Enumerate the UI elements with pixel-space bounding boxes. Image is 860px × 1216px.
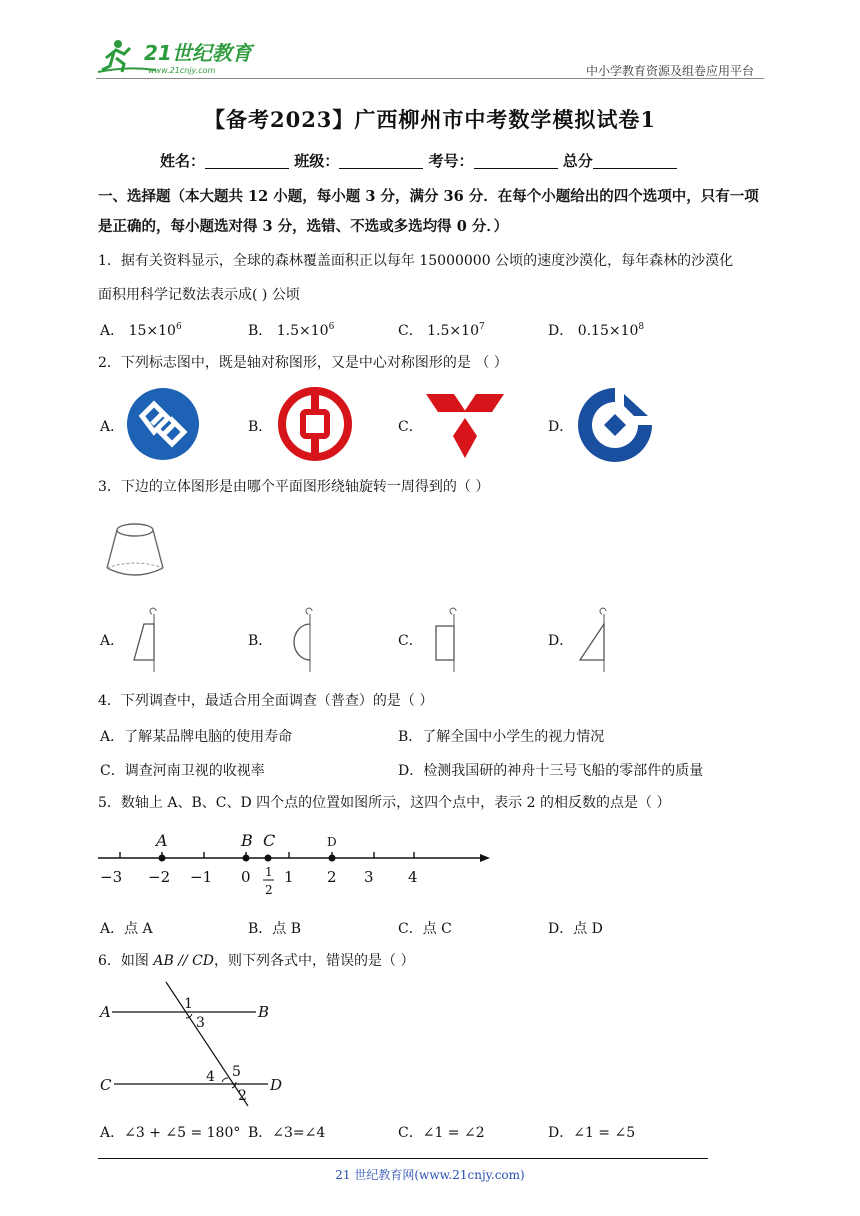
q5-option-c[interactable]: C．点 C [398, 921, 452, 937]
q4-option-d[interactable]: D．检测我国研的神舟十三号飞船的零部件的质量 [398, 763, 704, 779]
number-line-figure [96, 826, 496, 912]
q4-option-a[interactable]: A．了解某品牌电脑的使用寿命 [100, 729, 293, 745]
svg-text:1: 1 [184, 996, 193, 1012]
q4-option-c[interactable]: C．调查河南卫视的收视率 [100, 763, 265, 779]
q4-option-b[interactable]: B．了解全国中小学生的视力情况 [398, 729, 605, 745]
bank-of-china-logo-icon [276, 386, 354, 466]
svg-text:2: 2 [265, 883, 273, 897]
mitsubishi-logo-icon [426, 392, 504, 464]
total-field[interactable] [593, 153, 677, 169]
svg-text:B: B [258, 1003, 270, 1021]
frustum-solid-figure [104, 520, 166, 584]
svg-text:C: C [100, 1076, 112, 1094]
svg-text:1: 1 [284, 868, 294, 886]
q2-label-a[interactable]: A． [100, 419, 125, 435]
svg-text:−1: −1 [190, 868, 213, 886]
q3-label-c[interactable]: C． [398, 633, 423, 649]
svg-text:www.21cnjy.com: www.21cnjy.com [148, 66, 216, 75]
svg-text:B: B [241, 831, 253, 850]
q1-option-d[interactable]: D． $0.15\times 10^8$ [548, 322, 645, 339]
q1-option-a[interactable]: A． $15\times 10^6$ [100, 322, 182, 339]
q6-option-b[interactable]: B．∠3=∠4 [248, 1125, 326, 1141]
name-label: 姓名： [160, 152, 206, 170]
q3-option-a-figure [130, 604, 166, 678]
svg-text:21世纪教育: 21世纪教育 [144, 41, 252, 65]
svg-text:5: 5 [232, 1064, 241, 1080]
q5-option-d[interactable]: D．点 D [548, 921, 603, 937]
total-label: 总分 [562, 152, 593, 170]
site-logo [96, 36, 266, 78]
svg-text:2: 2 [238, 1088, 247, 1104]
svg-text:−2: −2 [148, 868, 171, 886]
footer-divider [98, 1158, 708, 1159]
q4-stem: 4．下列调查中，最适合用全面调查（普查）的是（ ） [98, 693, 434, 709]
parallel-lines-figure [96, 980, 296, 1114]
svg-text:C: C [263, 831, 276, 850]
china-mobile-logo-icon [124, 386, 202, 466]
q1-option-c[interactable]: C． $1.5\times 10^7$ [398, 322, 485, 339]
q5-option-b[interactable]: B．点 B [248, 921, 302, 937]
header-platform-text: 中小学教育资源及组卷应用平台 [585, 64, 754, 78]
svg-text:2: 2 [327, 868, 337, 886]
section-heading: 一、选择题（本大题共 12 小题，每小题 3 分，满分 36 分．在每个小题给出的四个选项中，只有一项是正确的，每小题选对得 3 分，选错、不选或多选均得 0 分．） [98, 188, 759, 235]
svg-text:−3: −3 [100, 868, 123, 886]
footer-text[interactable]: 21 世纪教育网(www.21cnjy.com) [335, 1168, 525, 1182]
q3-option-d-figure [576, 604, 616, 678]
number-label: 考号： [428, 152, 474, 170]
student-info [160, 150, 677, 171]
q2-label-c[interactable]: C． [398, 419, 423, 435]
svg-text:A: A [100, 1003, 111, 1021]
q5-option-a[interactable]: A．点 A [100, 921, 153, 937]
svg-text:D: D [270, 1076, 283, 1094]
header-divider [96, 78, 764, 79]
q6-option-a[interactable]: A．∠3 + ∠5 = 180° [100, 1125, 241, 1141]
svg-text:D: D [327, 835, 337, 849]
svg-text:0: 0 [241, 868, 251, 886]
q3-label-a[interactable]: A． [100, 633, 125, 649]
page-title: 【备考2023】广西柳州市中考数学模拟试卷1 [203, 107, 657, 132]
number-field[interactable] [474, 153, 558, 169]
svg-text:3: 3 [364, 868, 374, 886]
name-field[interactable] [205, 153, 289, 169]
q3-option-c-figure [430, 604, 466, 678]
class-label: 班级： [294, 152, 340, 170]
q6-option-c[interactable]: C．∠1 = ∠2 [398, 1125, 485, 1141]
svg-text:4: 4 [206, 1069, 215, 1085]
q2-label-b[interactable]: B． [248, 419, 273, 435]
q3-stem: 3．下边的立体图形是由哪个平面图形绕轴旋转一周得到的（ ） [98, 479, 490, 495]
q2-stem: 2．下列标志图中，既是轴对称图形，又是中心对称图形的是 （ ） [98, 355, 508, 371]
q2-label-d[interactable]: D． [548, 419, 574, 435]
q1-stem-line2: 面积用科学记数法表示成( ) 公顷 [98, 287, 300, 303]
q6-stem: 6．如图 AB // CD，则下列各式中，错误的是（ ） [98, 953, 415, 969]
q5-stem: 5．数轴上 A、B、C、D 四个点的位置如图所示，这四个点中，表示 2 的相反数的点是（ ） [98, 795, 671, 811]
q1-option-b[interactable]: B． $1.5\times 10^6$ [248, 322, 335, 339]
q1-stem-line1: 1．据有关资料显示，全球的森林覆盖面积正以每年 15000000 公顷的速度沙漠化，每年森林的沙漠化 [98, 253, 734, 269]
q3-option-b-figure [282, 604, 318, 678]
q3-label-b[interactable]: B． [248, 633, 273, 649]
q3-label-d[interactable]: D． [548, 633, 574, 649]
q6-option-d[interactable]: D．∠1 = ∠5 [548, 1125, 636, 1141]
svg-text:4: 4 [408, 868, 418, 886]
svg-text:3: 3 [196, 1015, 205, 1031]
class-field[interactable] [339, 153, 423, 169]
svg-text:1: 1 [265, 865, 273, 879]
ccb-logo-icon [576, 386, 654, 468]
svg-text:A: A [156, 831, 168, 850]
